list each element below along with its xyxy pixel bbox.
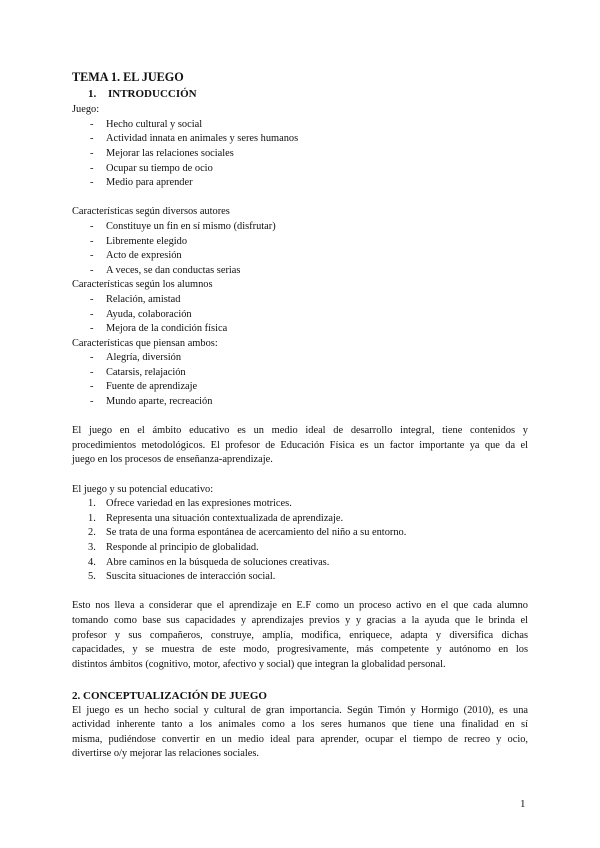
potencial-list	[72, 497, 528, 585]
item-text: Representa una situación contextualizada de aprendizaje.	[106, 512, 344, 524]
list-item: - Constituye un fin en sí mismo (disfrutar)	[72, 220, 528, 235]
list-item: - Actividad innata en animales y seres humanos	[72, 132, 528, 147]
spacer	[72, 191, 528, 206]
section-title: INTRODUCCIÓN	[108, 87, 197, 100]
section-heading-introduccion	[88, 87, 528, 102]
list-item: - Relación, amistad	[72, 293, 528, 308]
list-item: - Libremente elegido	[72, 235, 528, 250]
paragraph-line: juego en los procesos de enseñanza-aprendizaje.	[72, 454, 273, 466]
item-text: Suscita situaciones de interacción social.	[106, 571, 276, 583]
alumnos-list	[72, 293, 528, 337]
item-number: 3.	[88, 542, 96, 553]
item-number: 2.	[88, 527, 96, 539]
item-number: 1.	[88, 512, 96, 524]
list-item: - Hecho cultural y social	[72, 118, 528, 133]
list-item: - Acto de expresión	[72, 249, 528, 264]
document-title: TEMA 1. EL JUEGO	[72, 70, 184, 84]
paragraph-line: El juego es un hecho social y cultural de gran importancia. Según Timón y Hormigo (2010), es una	[72, 704, 528, 716]
item-number: 4.	[88, 556, 96, 568]
section-number: 1.	[88, 87, 97, 100]
item-number: 5.	[88, 571, 96, 583]
item-number: 1.	[88, 498, 96, 510]
list-item	[72, 512, 528, 527]
paragraph-aprendizaje	[72, 599, 528, 672]
paragraph-line: misma, pudiéndose convertir en un medio ideal para aprender, ocupar el tiempo de recreo y ocio,	[72, 733, 528, 745]
item-text: Ofrece variedad en las expresiones motrices.	[106, 498, 292, 510]
ambos-label: Características que piensan ambos:	[72, 337, 218, 349]
juego-list	[72, 118, 528, 191]
list-item: - Catarsis, relajación	[72, 366, 528, 381]
potencial-label: El juego y su potencial educativo:	[72, 483, 214, 495]
list-item	[72, 556, 528, 571]
item-text: Se trata de una forma espontánea de acercamiento del niño a su entorno.	[106, 527, 407, 539]
paragraph-line: procedimientos metodológicos. El profesor de Educación Física es un factor importante ya que da el	[72, 439, 528, 451]
spacer	[72, 468, 528, 483]
paragraph-ambito-educativo	[72, 424, 528, 468]
list-item: - Alegría, diversión	[72, 351, 528, 366]
paragraph-line: El juego en el ámbito educativo es un medio ideal de desarrollo integral, tiene contenidos y	[72, 425, 528, 437]
paragraph-line: divertirse o/y mejorar las relaciones sociales.	[72, 748, 259, 760]
item-text: Abre caminos en la búsqueda de soluciones creativas.	[106, 556, 330, 568]
list-item: - Medio para aprender	[72, 176, 528, 191]
list-item	[72, 541, 528, 556]
ambos-list	[72, 351, 528, 409]
alumnos-label: Características según los alumnos	[72, 279, 213, 291]
list-item	[72, 570, 528, 585]
list-item: - A veces, se dan conductas serias	[72, 264, 528, 279]
spacer	[72, 410, 528, 425]
list-item: - Ayuda, colaboración	[72, 308, 528, 323]
paragraph-conceptualizacion	[72, 704, 528, 762]
list-item: - Ocupar su tiempo de ocio	[72, 162, 528, 177]
item-text: Responde al principio de globalidad.	[106, 542, 259, 553]
spacer	[72, 672, 528, 687]
list-item: - Mejora de la condición física	[72, 322, 528, 337]
juego-label: Juego:	[72, 104, 100, 116]
paragraph-line: actividad inherente tanto a los animales como a los seres humanos que tiene una finalidad en sí	[72, 719, 528, 731]
list-item	[72, 526, 528, 541]
autores-list	[72, 220, 528, 278]
list-item	[72, 497, 528, 512]
section-heading-conceptualizacion: 2. CONCEPTUALIZACIÓN DE JUEGO	[72, 689, 267, 702]
paragraph-line: capacidades, y se muestra de este modo, progresivamente, más competente y autónomo en los	[72, 644, 528, 656]
paragraph-line: profesor y sus compañeros, construye, amplía, modifica, enriquece, adapta y diversifica dichas	[72, 629, 528, 641]
list-item: - Fuente de aprendizaje	[72, 380, 528, 395]
paragraph-line: tomando como base sus capacidades y aprendizajes previos y y gracias a la ayuda que le brinda el	[72, 614, 528, 626]
list-item: - Mejorar las relaciones sociales	[72, 147, 528, 162]
autores-label: Características según diversos autores	[72, 206, 230, 218]
paragraph-line: distintos ámbitos (cognitivo, motor, afectivo y social) que integran la globalidad personal.	[72, 658, 446, 670]
paragraph-line: Esto nos lleva a considerar que el aprendizaje en E.F como un proceso activo en el que cada alumno	[72, 600, 528, 612]
spacer	[72, 585, 528, 600]
list-item: - Mundo aparte, recreación	[72, 395, 528, 410]
page-number: 1	[520, 798, 526, 810]
document-page	[72, 70, 528, 762]
